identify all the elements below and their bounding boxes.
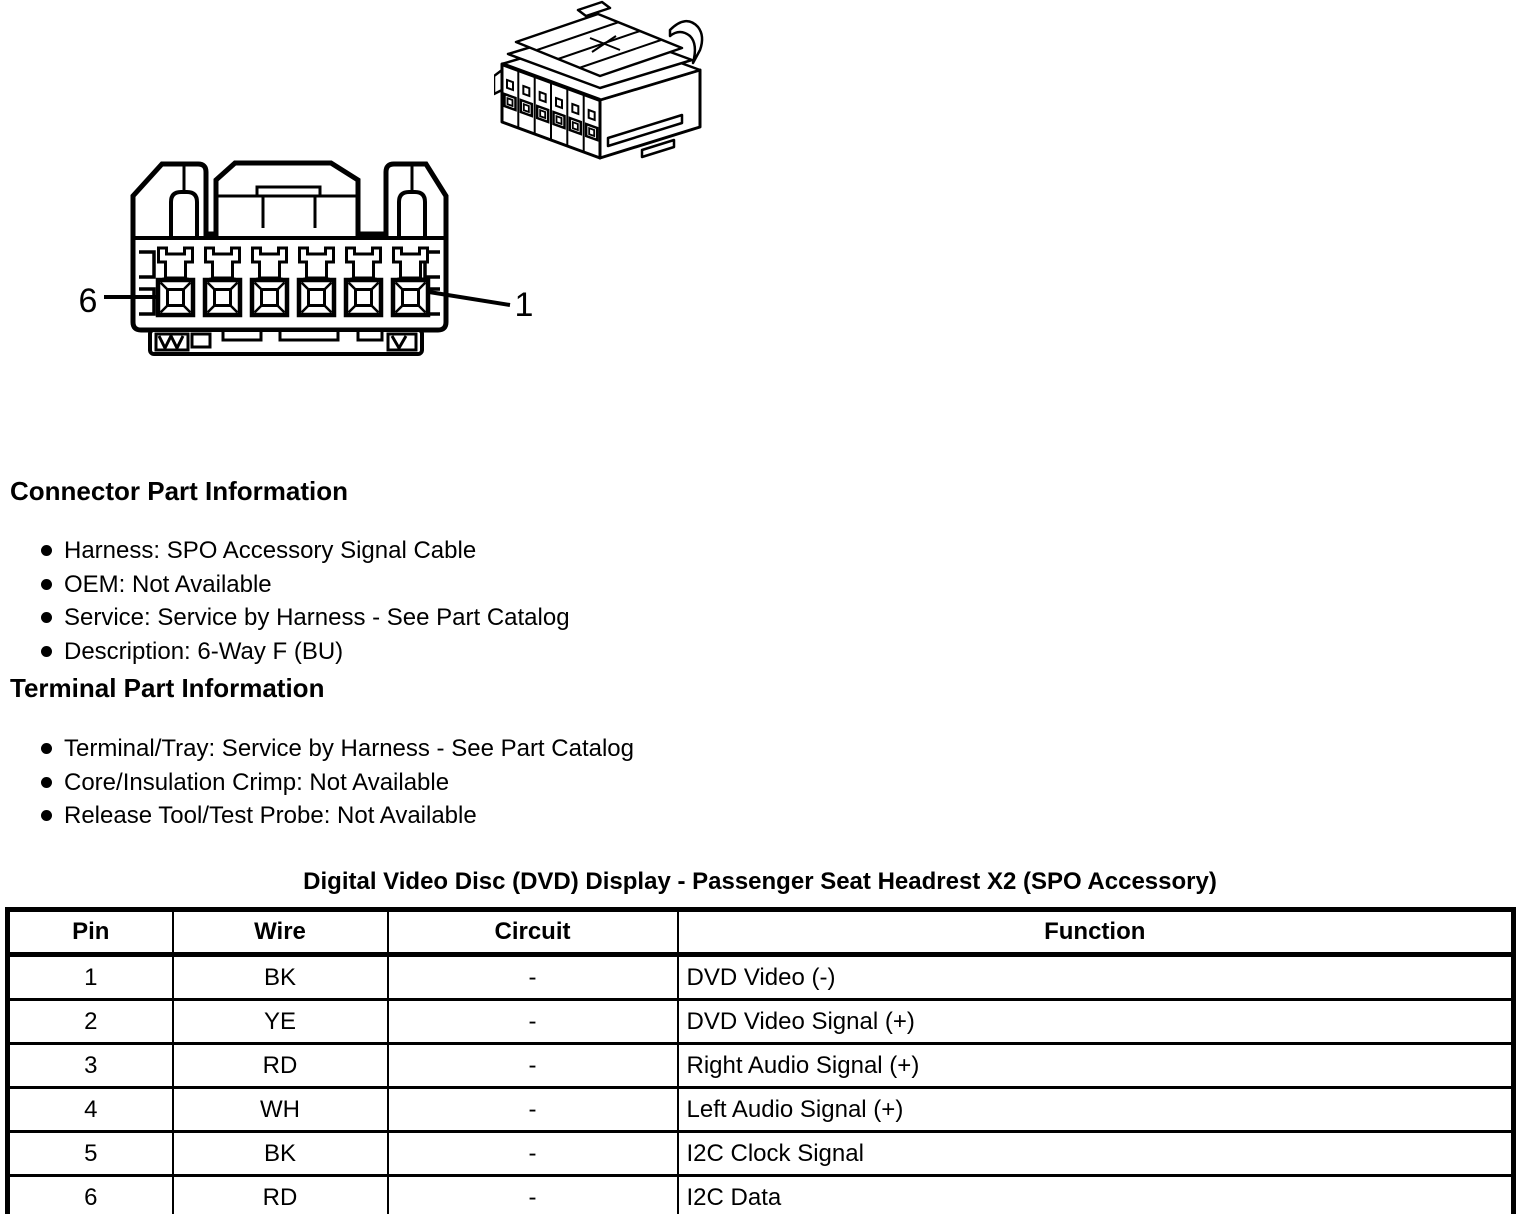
circuit-cell: -: [388, 1088, 678, 1132]
circuit-cell: -: [388, 1044, 678, 1088]
info-sections: [10, 476, 1480, 833]
list-item: [10, 534, 1480, 568]
pin-cell: 1: [8, 955, 173, 1000]
circuit-cell: -: [388, 1000, 678, 1044]
wire-cell: YE: [173, 1000, 388, 1044]
list-item: [10, 799, 1480, 833]
bullet-icon: [41, 810, 52, 821]
terminal-cavity-row: [158, 248, 428, 315]
list-item-text: OEM: Not Available: [64, 570, 272, 598]
function-cell: I2C Data: [678, 1176, 1514, 1214]
list-item: [10, 568, 1480, 602]
table-row: [8, 1176, 1514, 1214]
function-cell: I2C Clock Signal: [678, 1132, 1514, 1176]
pin-table-title: Digital Video Disc (DVD) Display - Passenger Seat Headrest X2 (SPO Accessory): [303, 868, 1217, 895]
bullet-icon: [41, 545, 52, 556]
table-header-row: [8, 910, 1514, 955]
table-row: [8, 955, 1514, 1000]
column-header-function: Function: [678, 910, 1514, 955]
pin-cell: 5: [8, 1132, 173, 1176]
function-cell: Right Audio Signal (+): [678, 1044, 1514, 1088]
pin-1-leader-line: [429, 292, 510, 305]
list-item-text: Harness: SPO Accessory Signal Cable: [64, 537, 477, 564]
connector-part-information-heading: Connector Part Information: [10, 476, 349, 506]
wire-cell: RD: [173, 1176, 388, 1214]
list-item: [10, 601, 1480, 635]
function-cell: Left Audio Signal (+): [678, 1088, 1514, 1132]
list-item-text: Core/Insulation Crimp: Not Available: [64, 768, 450, 796]
function-cell: DVD Video (-): [678, 955, 1514, 1000]
list-item-text: Description: 6-Way F (BU): [64, 637, 344, 665]
pin-1-callout-label: 1: [514, 286, 534, 324]
list-item-text: Service: Service by Harness - See Part Catalog: [64, 604, 570, 631]
bullet-icon: [41, 777, 52, 788]
list-item-text: Terminal/Tray: Service by Harness - See Part Catalog: [64, 735, 634, 762]
column-header-circuit: Circuit: [388, 910, 678, 955]
connector-part-information-list: [10, 534, 1480, 668]
bullet-icon: [41, 743, 52, 754]
pin-cell: 2: [8, 1000, 173, 1044]
pin-6-callout-label: 6: [78, 282, 98, 320]
table-row: [8, 1132, 1514, 1176]
function-cell: DVD Video Signal (+): [678, 1000, 1514, 1044]
wire-cell: RD: [173, 1044, 388, 1088]
wire-cell: WH: [173, 1088, 388, 1132]
wire-cell: BK: [173, 1132, 388, 1176]
circuit-cell: -: [388, 1176, 678, 1214]
table-row: [8, 1088, 1514, 1132]
pin-cell: 4: [8, 1088, 173, 1132]
list-item: [10, 766, 1480, 800]
pin-cell: 3: [8, 1044, 173, 1088]
connector-front-view-icon: [58, 150, 538, 365]
circuit-cell: -: [388, 1132, 678, 1176]
terminal-part-information-heading: Terminal Part Information: [10, 673, 325, 703]
bullet-icon: [41, 579, 52, 590]
table-row: [8, 1000, 1514, 1044]
list-item: [10, 732, 1480, 766]
column-header-pin: Pin: [8, 910, 173, 955]
bullet-icon: [41, 612, 52, 623]
wire-cell: BK: [173, 955, 388, 1000]
pin-function-table: [5, 907, 1516, 1214]
connector-isometric-view-icon: [494, 0, 714, 168]
bullet-icon: [41, 646, 52, 657]
list-item: [10, 635, 1480, 669]
table-row: [8, 1044, 1514, 1088]
terminal-part-information-list: [10, 732, 1480, 833]
pin-cell: 6: [8, 1176, 173, 1214]
circuit-cell: -: [388, 955, 678, 1000]
list-item-text: Release Tool/Test Probe: Not Available: [64, 802, 477, 829]
column-header-wire: Wire: [173, 910, 388, 955]
